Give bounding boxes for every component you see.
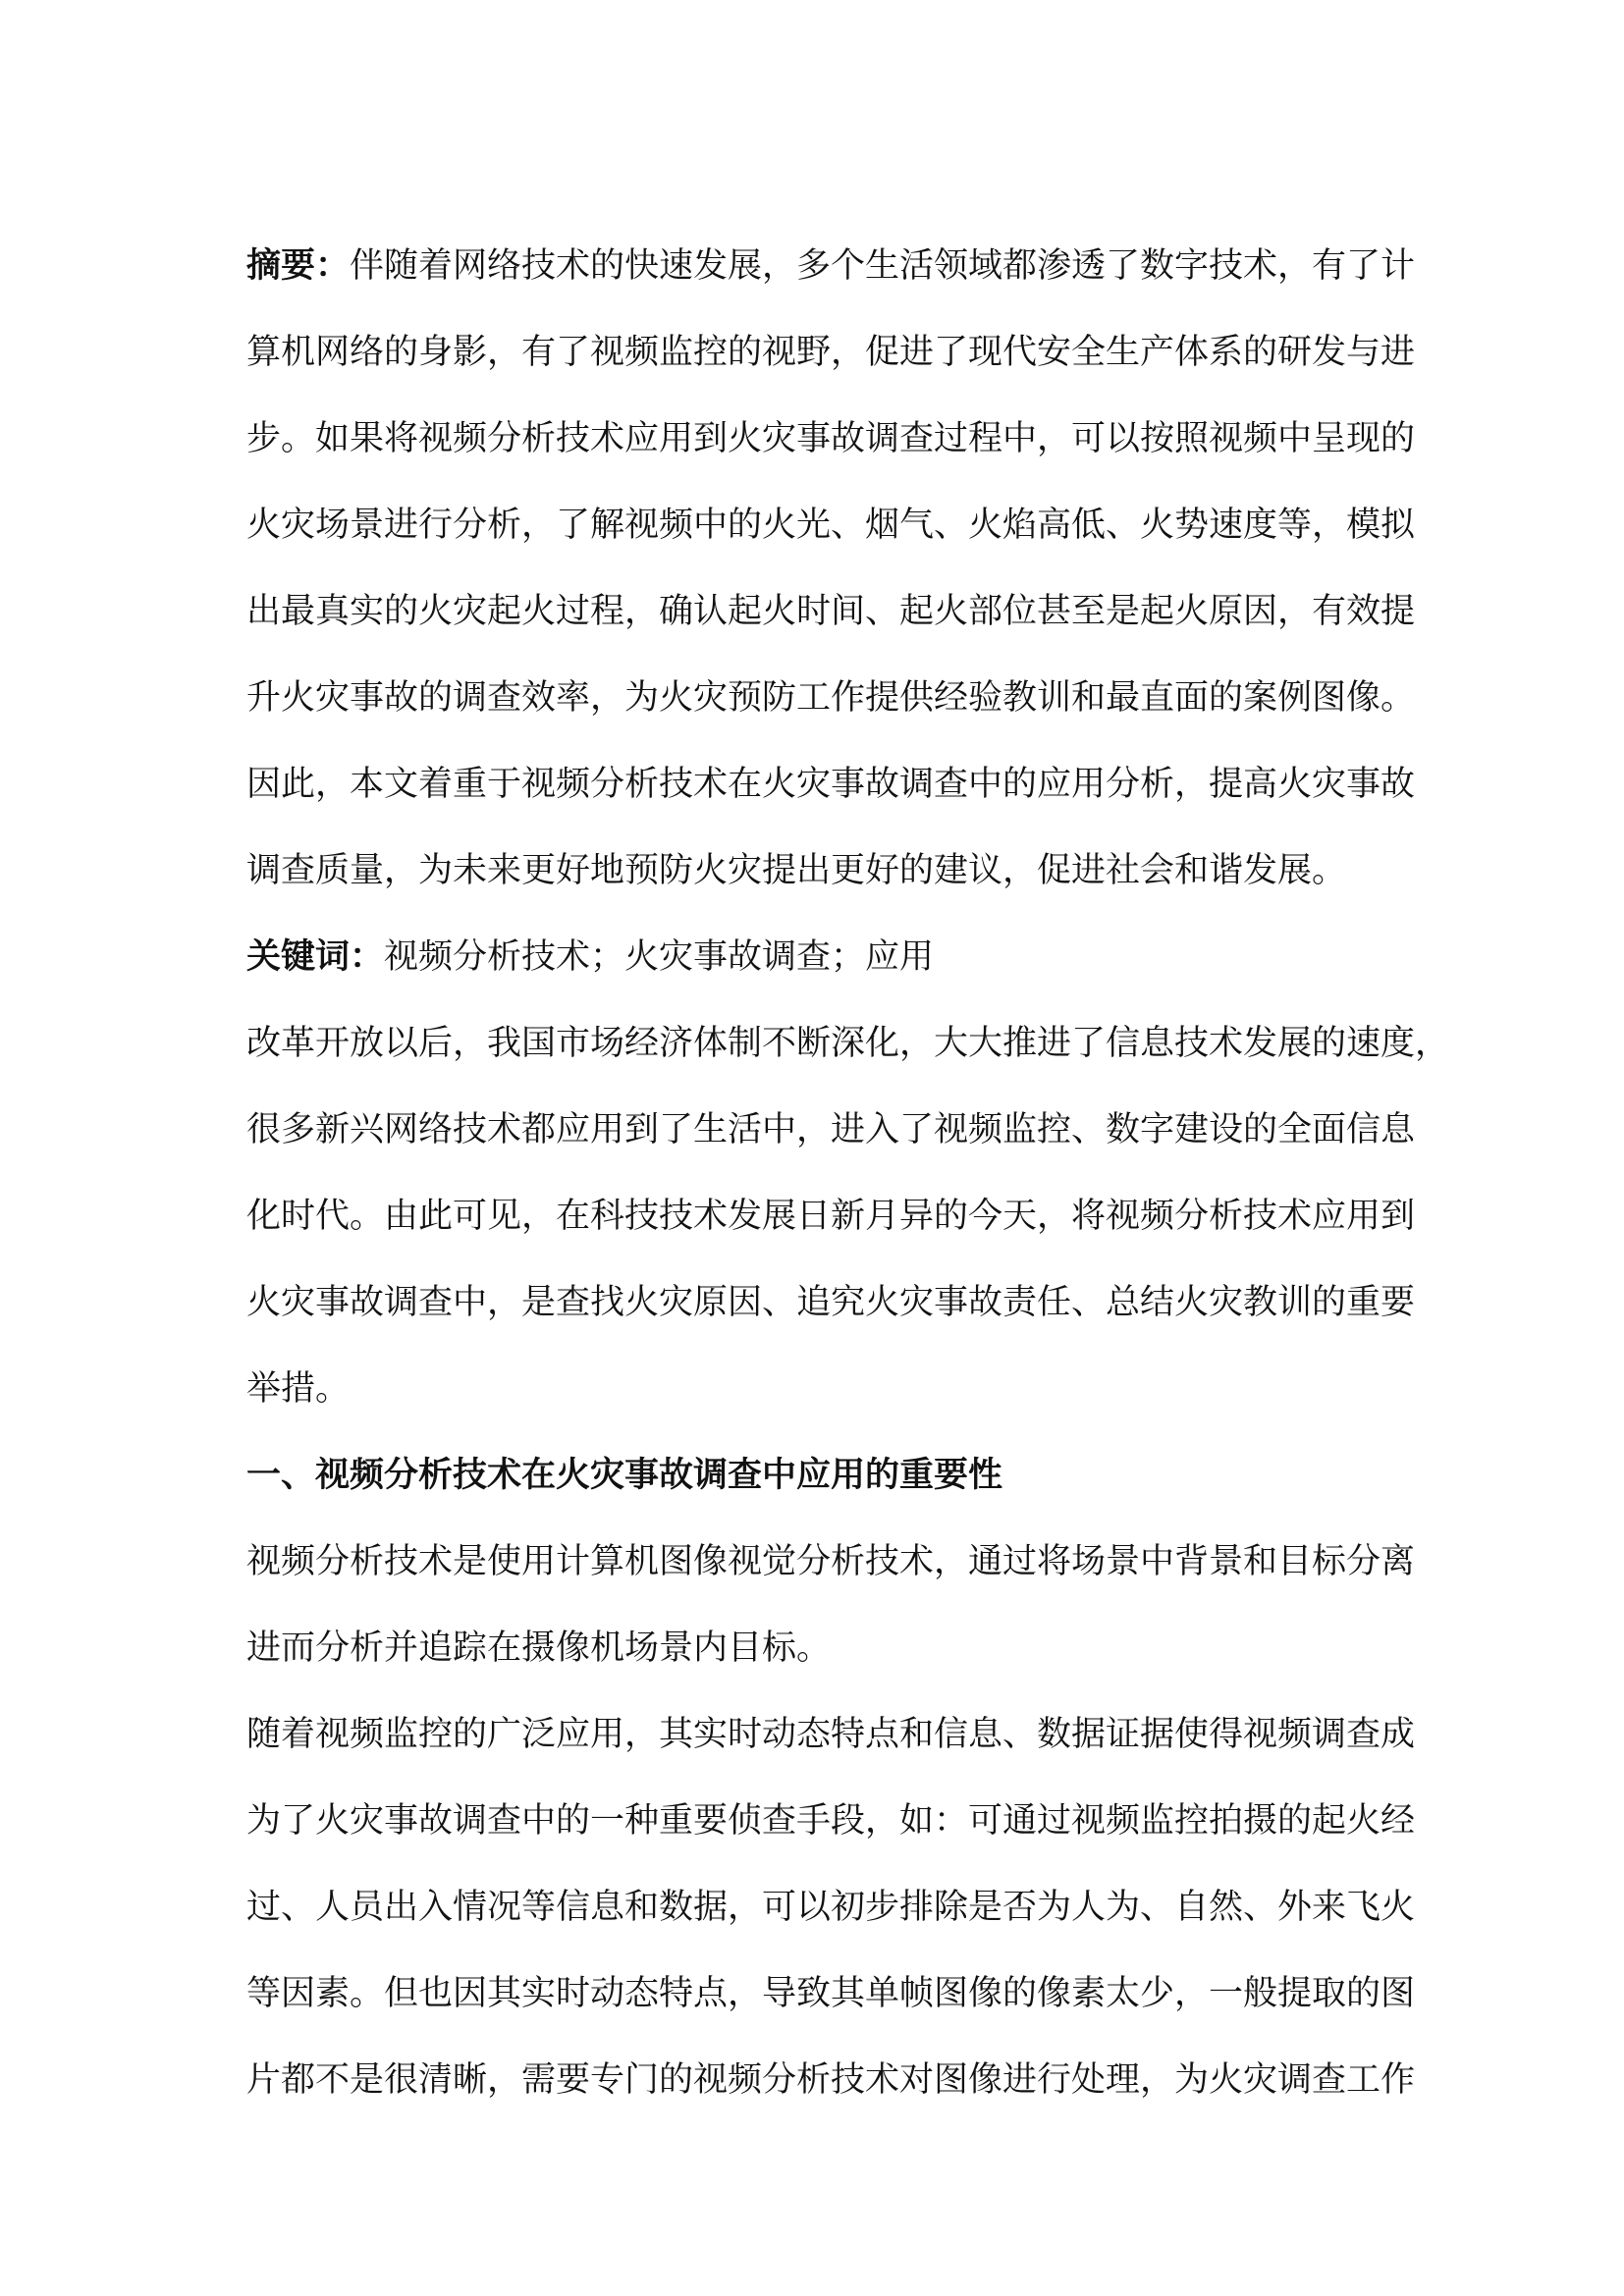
abstract-line: 摘要：伴随着网络技术的快速发展，多个生活领域都渗透了数字技术，有了计 (246, 246, 1416, 286)
intro-line: 火灾事故调查中，是查找火灾原因、追究火灾事故责任、总结火灾教训的重要 (246, 1283, 1416, 1322)
abstract-line: 出最真实的火灾起火过程，确认起火时间、起火部位甚至是起火原因，有效提 (246, 592, 1416, 631)
paragraph-line: 片都不是很清晰，需要专门的视频分析技术对图像进行处理，为火灾调查工作 (246, 2060, 1416, 2100)
paragraph-line: 随着视频监控的广泛应用，其实时动态特点和信息、数据证据使得视频调查成 (246, 1715, 1416, 1754)
keywords-label: 关键词： (246, 937, 385, 977)
keywords (246, 934, 1369, 1020)
abstract-line: 因此，本文着重于视频分析技术在火灾事故调查中的应用分析，提高火灾事故 (246, 765, 1416, 804)
section-heading: 一、视频分析技术在火灾事故调查中应用的重要性 (246, 1456, 1003, 1495)
paragraph-line: 进而分析并追踪在摄像机场景内目标。 (246, 1629, 832, 1668)
intro-line: 很多新兴网络技术都应用到了生活中，进入了视频监控、数字建设的全面信息 (246, 1110, 1416, 1149)
intro-line: 改革开放以后，我国市场经济体制不断深化，大大推进了信息技术发展的速度， (246, 1024, 1450, 1063)
paragraph-line: 为了火灾事故调查中的一种重要侦查手段，如：可通过视频监控拍摄的起火经 (246, 1801, 1416, 1841)
document-page (246, 242, 1450, 2143)
abstract-line: 火灾场景进行分析，了解视频中的火光、烟气、火焰高低、火势速度等，模拟 (246, 506, 1416, 545)
intro-line: 化时代。由此可见，在科技技术发展日新月异的今天，将视频分析技术应用到 (246, 1197, 1416, 1236)
abstract-line: 算机网络的身影，有了视频监控的视野，促进了现代安全生产体系的研发与进 (246, 333, 1416, 372)
abstract-line: 升火灾事故的调查效率，为火灾预防工作提供经验教训和最直面的案例图像。 (246, 678, 1416, 718)
paragraph-line: 等因素。但也因其实时动态特点，导致其单帧图像的像素太少，一般提取的图 (246, 1974, 1416, 2013)
intro-line: 举措。 (246, 1369, 351, 1409)
abstract-label: 摘要： (246, 246, 351, 286)
abstract-line: 步。如果将视频分析技术应用到火灾事故调查过程中，可以按照视频中呈现的 (246, 419, 1416, 458)
keywords-text: 视频分析技术；火灾事故调查；应用 (384, 937, 935, 977)
abstract-line: 调查质量，为未来更好地预防火灾提出更好的建议，促进社会和谐发展。 (246, 851, 1347, 890)
paragraph-line: 过、人员出入情况等信息和数据，可以初步排除是否为人为、自然、外来飞火 (246, 1888, 1416, 1927)
paragraph-line: 视频分析技术是使用计算机图像视觉分析技术，通过将场景中背景和目标分离 (246, 1542, 1416, 1581)
